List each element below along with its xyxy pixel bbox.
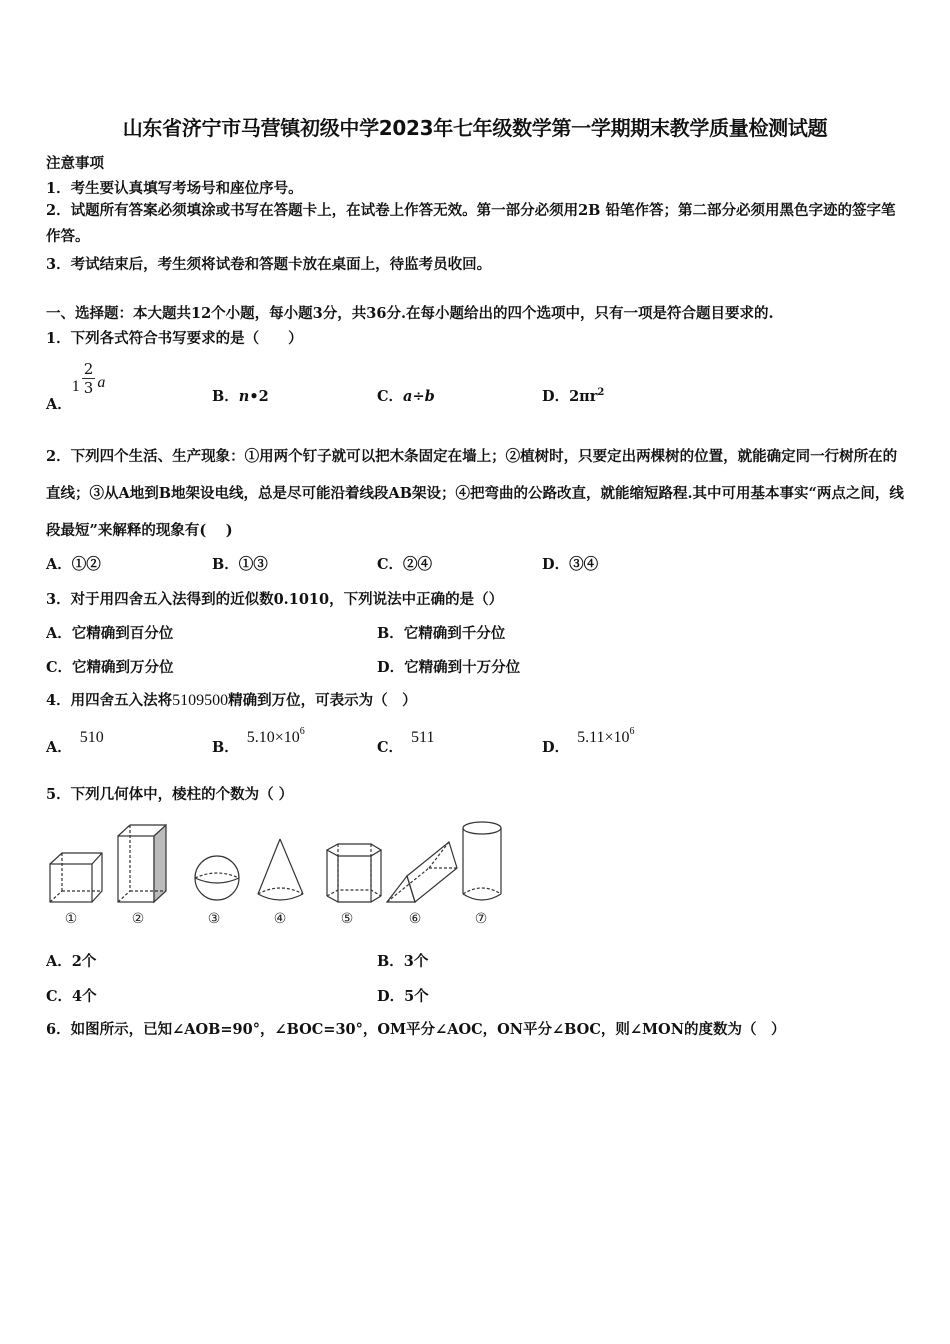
q3-stem: 3．对于用四舍五入法得到的近似数0.1010，下列说法中正确的是（） <box>46 591 504 608</box>
q1-c-label: C． <box>377 388 404 405</box>
q3-option-b[interactable]: B．它精确到千分位 <box>377 625 506 642</box>
q4-a-label: A． <box>46 739 72 756</box>
solid-label-1: ① <box>64 911 78 927</box>
q5-option-b[interactable]: B．3个 <box>377 953 429 970</box>
solid-label-6: ⑥ <box>408 911 422 927</box>
q4-b-value: 5.10×10 <box>246 729 300 746</box>
solid-label-4: ④ <box>273 911 287 927</box>
notice-item-3: 3．考试结束后，考生须将试卷和答题卡放在桌面上，待监考员收回。 <box>46 256 492 273</box>
q4-a-value: 510 <box>79 729 104 746</box>
q1-option-c[interactable] <box>377 385 435 406</box>
rectangular-prism-figure <box>118 825 166 902</box>
sphere-figure <box>195 856 239 900</box>
notice-item-2: 2．试题所有答案必须填涂或书写在答题卡上，在试卷上作答无效。第一部分必须用2B 铅笔作答；第二部分必须用黑色字迹的签字笔作答。 <box>46 202 896 245</box>
solids-figure <box>44 812 514 932</box>
q1-d-sup: 2 <box>597 387 605 399</box>
q1-b-var: n <box>238 388 250 405</box>
q5-stem: 5．下列几何体中，棱柱的个数为（ ） <box>46 786 294 803</box>
q2-stem: 2．下列四个生活、生产现象：①用两个钉子就可以把木条固定在墙上；②植树时，只要定出两棵树的位置，就能确定同一行树所在的直线；③从A地到B地架设电线，总是尽可能沿着线段AB架设；④把弯曲的公路改直，就能缩短路程.其中可用基本事实“两点之间，线段最短”来解释的现象有( ) <box>46 448 904 539</box>
q4-stem-number: 5109500 <box>172 692 229 709</box>
q1-stem: 1．下列各式符合书写要求的是（ ） <box>46 330 303 347</box>
q4-b-label: B． <box>212 739 239 756</box>
q5-option-c[interactable]: C．4个 <box>46 988 97 1005</box>
q5-option-d[interactable]: D．5个 <box>377 988 429 1005</box>
q1-c-text: a÷b <box>403 388 435 405</box>
q6-stem: 6．如图所示，已知∠AOB=90°，∠BOC=30°，OM平分∠AOC，ON平分∠BOC，则∠MON的度数为（ ） <box>46 1021 786 1038</box>
q4-b-exponent: 6 <box>299 726 305 738</box>
q1-option-a[interactable] <box>46 360 106 413</box>
q1-a-denominator: 3 <box>83 379 94 397</box>
cone-figure <box>258 839 303 900</box>
q2-option-d[interactable]: D．③④ <box>542 556 599 573</box>
q1-d-label: D． <box>542 388 570 405</box>
q1-option-b[interactable] <box>212 385 269 406</box>
q4-stem-post: 精确到万位，可表示为（ ） <box>228 692 417 709</box>
cube-figure <box>50 853 102 902</box>
q1-a-fraction <box>82 360 96 397</box>
q1-a-label: A． <box>46 395 72 413</box>
solid-label-5: ⑤ <box>340 911 354 927</box>
q2-option-b[interactable]: B．①③ <box>212 556 268 573</box>
q4-d-label: D． <box>542 739 570 756</box>
solid-label-3: ③ <box>207 911 221 927</box>
q3-option-c[interactable]: C．它精确到万分位 <box>46 659 174 676</box>
q4-d-exponent: 6 <box>629 726 635 738</box>
hexagonal-prism-figure <box>327 844 381 902</box>
q2-option-a[interactable]: A．①② <box>46 556 101 573</box>
q5-option-a[interactable]: A．2个 <box>46 953 97 970</box>
q4-stem-pre: 4．用四舍五入法将 <box>46 692 173 709</box>
q4-option-b[interactable] <box>212 726 305 756</box>
q2-option-c[interactable]: C．②④ <box>377 556 433 573</box>
q4-option-a[interactable] <box>46 729 104 756</box>
q3-option-a[interactable]: A．它精确到百分位 <box>46 625 174 642</box>
q1-a-whole: 1 <box>71 377 80 395</box>
q1-a-numerator: 2 <box>83 360 94 378</box>
q1-option-d[interactable] <box>542 385 604 406</box>
solid-label-7: ⑦ <box>474 911 488 927</box>
q1-d-text: 2πr <box>569 388 598 405</box>
q3-option-d[interactable]: D．它精确到十万分位 <box>377 659 521 676</box>
q1-a-var: a <box>97 373 106 391</box>
section-heading: 一、选择题：本大题共12个小题，每小题3分，共36分.在每小题给出的四个选项中，只有一项是符合题目要求的. <box>46 305 774 322</box>
q4-option-c[interactable] <box>377 729 435 756</box>
triangular-prism-figure <box>387 842 457 902</box>
q4-stem <box>46 689 417 710</box>
cylinder-figure <box>463 822 501 900</box>
solid-label-2: ② <box>131 911 145 927</box>
q1-b-label: B． <box>212 388 239 405</box>
q4-c-value: 511 <box>411 729 435 746</box>
q4-c-label: C． <box>377 739 404 756</box>
page-title: 山东省济宁市马营镇初级中学2023年七年级数学第一学期期末教学质量检测试题 <box>122 116 828 140</box>
q1-b-rest: •2 <box>249 388 269 405</box>
q4-d-value: 5.11×10 <box>577 729 630 746</box>
q4-option-d[interactable] <box>542 726 635 756</box>
notice-heading: 注意事项 <box>46 155 104 172</box>
notice-item-1: 1．考生要认真填写考场号和座位序号。 <box>46 180 303 197</box>
